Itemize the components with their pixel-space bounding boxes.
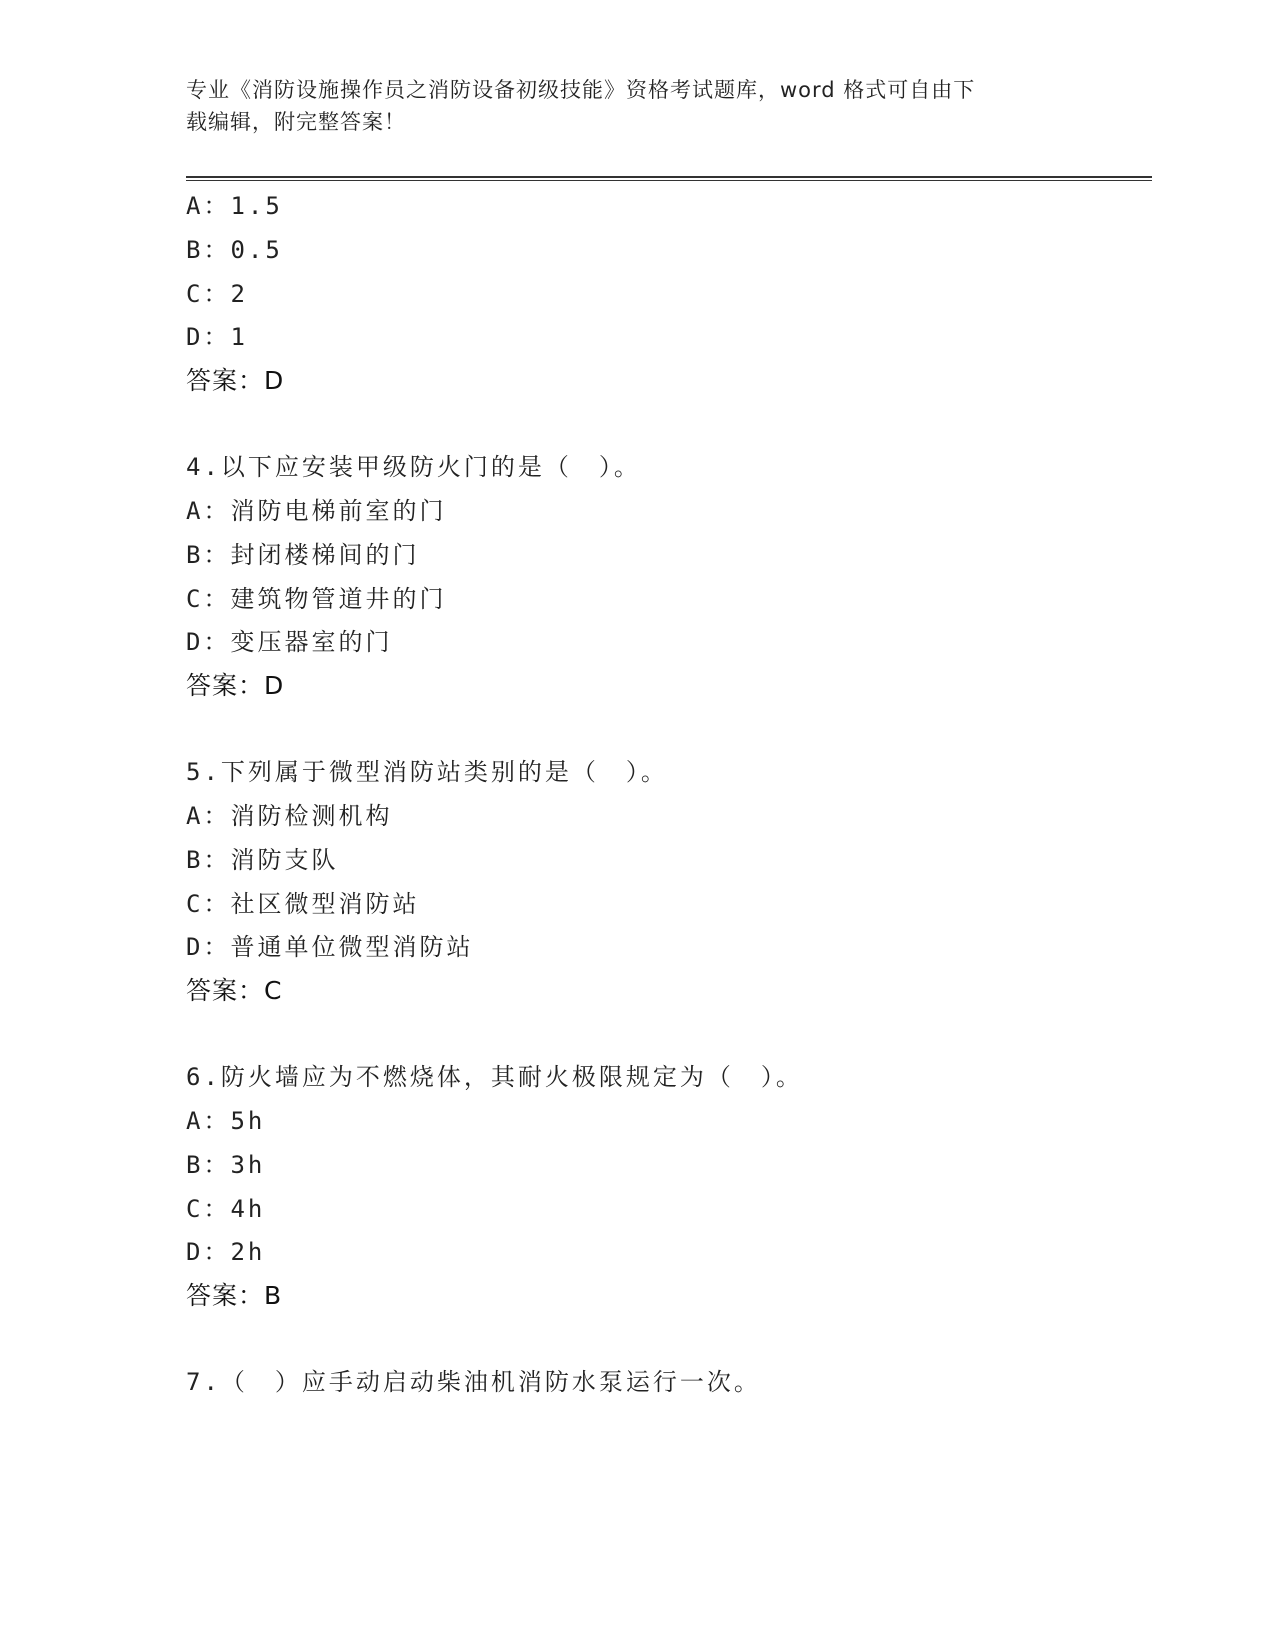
q5-option-a: A：消防检测机构 xyxy=(186,802,393,830)
q5-option-c: C：社区微型消防站 xyxy=(186,890,420,918)
q6-option-b: B：3h xyxy=(186,1151,266,1179)
q4-option-d: D：变压器室的门 xyxy=(186,628,393,656)
q5-answer: 答案：C xyxy=(186,976,283,1005)
q4-option-c: C：建筑物管道井的门 xyxy=(186,585,447,613)
q6-stem: 6.防火墙应为不燃烧体，其耐火极限规定为（ ）。 xyxy=(186,1063,803,1091)
header-title-line-1: 专业《消防设施操作员之消防设备初级技能》资格考试题库，word 格式可自由下 xyxy=(186,78,976,102)
q6-option-d: D：2h xyxy=(186,1238,266,1266)
q3-option-a: A：1.5 xyxy=(186,192,283,220)
header-divider-thin xyxy=(186,180,1152,181)
header-title-line-2: 载编辑，附完整答案！ xyxy=(186,110,406,134)
q4-option-a: A：消防电梯前室的门 xyxy=(186,497,447,525)
q6-answer: 答案：B xyxy=(186,1281,283,1310)
q4-option-b: B：封闭楼梯间的门 xyxy=(186,541,420,569)
q7-stem: 7.（ ）应手动启动柴油机消防水泵运行一次。 xyxy=(186,1368,761,1396)
document-header xyxy=(186,74,1066,138)
q6-option-a: A：5h xyxy=(186,1107,266,1135)
q4-answer: 答案：D xyxy=(186,671,285,700)
header-divider xyxy=(186,176,1152,178)
q5-option-b: B：消防支队 xyxy=(186,846,339,874)
q3-option-d: D：1 xyxy=(186,323,248,351)
q6-option-c: C：4h xyxy=(186,1195,266,1223)
q4-stem: 4.以下应安装甲级防火门的是（ ）。 xyxy=(186,453,641,481)
q3-option-c: C：2 xyxy=(186,280,248,308)
q3-option-b: B：0.5 xyxy=(186,236,283,264)
q5-stem: 5.下列属于微型消防站类别的是（ ）。 xyxy=(186,758,668,786)
q3-answer: 答案：D xyxy=(186,366,285,395)
q5-option-d: D：普通单位微型消防站 xyxy=(186,933,474,961)
